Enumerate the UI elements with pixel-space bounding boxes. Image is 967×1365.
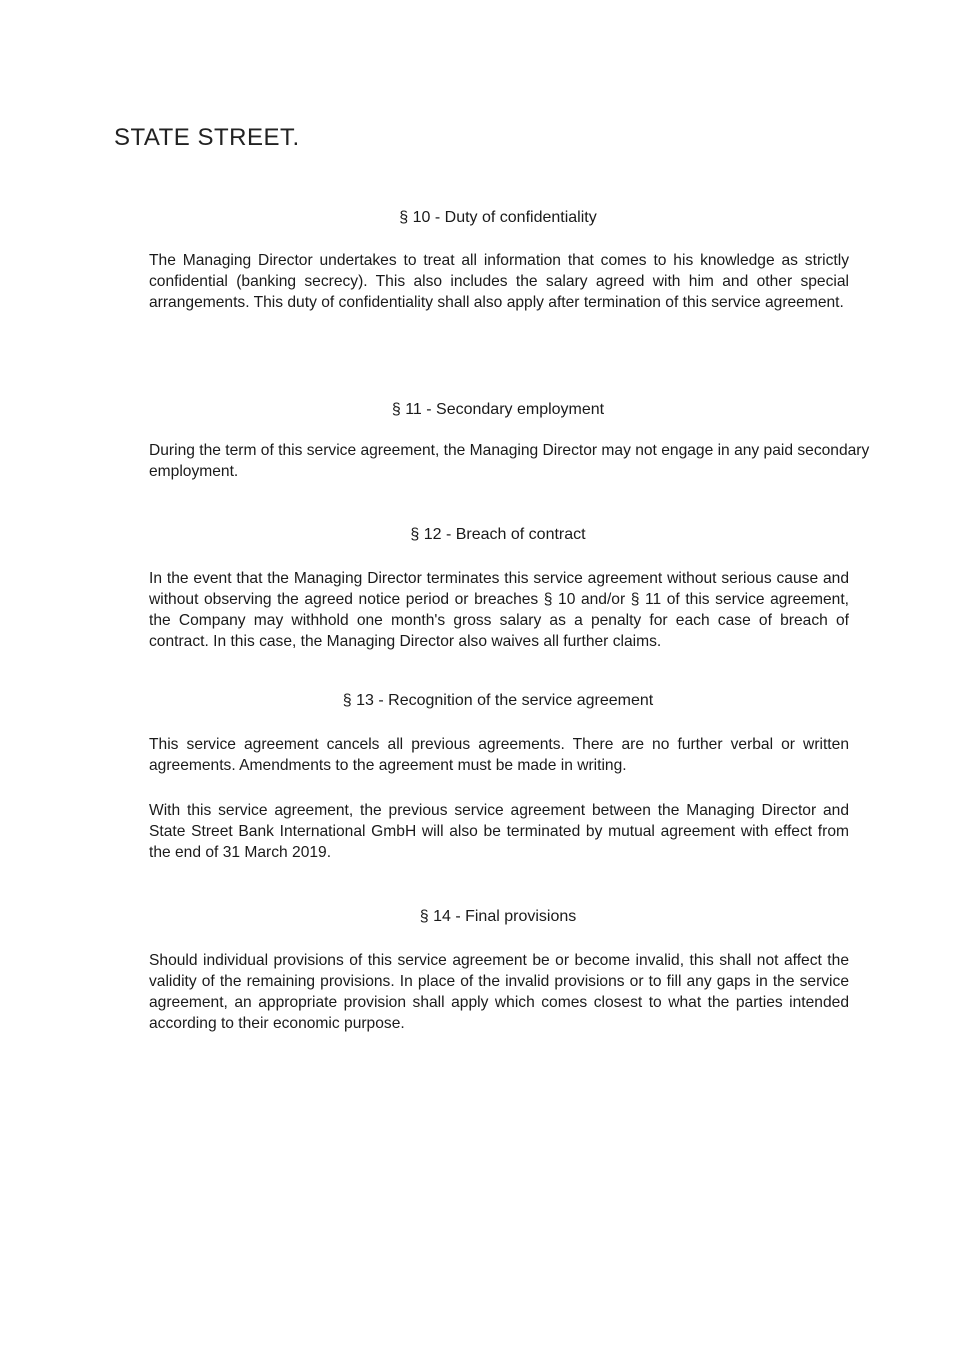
section-13-paragraph-2: With this service agreement, the previous service agreement between the Managing Director and State Street Bank International GmbH will also be terminated by mutual agreement with effect from the end of 31 March 2019. [149, 802, 849, 861]
section-12-paragraph: In the event that the Managing Director terminates this service agreement without serious cause and without observing the agreed notice period or breaches § 10 and/or § 11 of this service agreement, the Company may withhold one month's gross salary as a penalty for each case of breach of contract. In this case, the Managing Director also waives all further claims. [149, 570, 849, 650]
section-11-heading: § 11 - Secondary employment [391, 401, 605, 418]
section-10-heading: § 10 - Duty of confidentiality [399, 209, 597, 226]
section-12-heading: § 12 - Breach of contract [410, 526, 586, 543]
section-13-paragraph-1: This service agreement cancels all previous agreements. There are no further verbal or written agreements. Amendments to the agreement must be made in writing. [149, 736, 849, 774]
section-14-paragraph: Should individual provisions of this service agreement be or become invalid, this shall not affect the validity of the remaining provisions. In place of the invalid provisions or to fill any gaps in the service agreement, an appropriate provision shall apply which comes closest to what the parties intended according to their economic purpose. [149, 952, 849, 1032]
section-10-paragraph: The Managing Director undertakes to treat all information that comes to his knowledge as strictly confidential (banking secrecy). This also includes the salary agreed with him and other special arrangements. This duty of confidentiality shall also apply after termination of this service agreement. [149, 252, 849, 311]
section-11-paragraph: During the term of this service agreement, the Managing Director may not engage in any paid secondary employment. [149, 442, 870, 480]
section-13-heading: § 13 - Recognition of the service agreement [342, 692, 654, 709]
section-14-heading: § 14 - Final provisions [419, 908, 577, 925]
company-logo: STATE STREET. [114, 124, 300, 151]
